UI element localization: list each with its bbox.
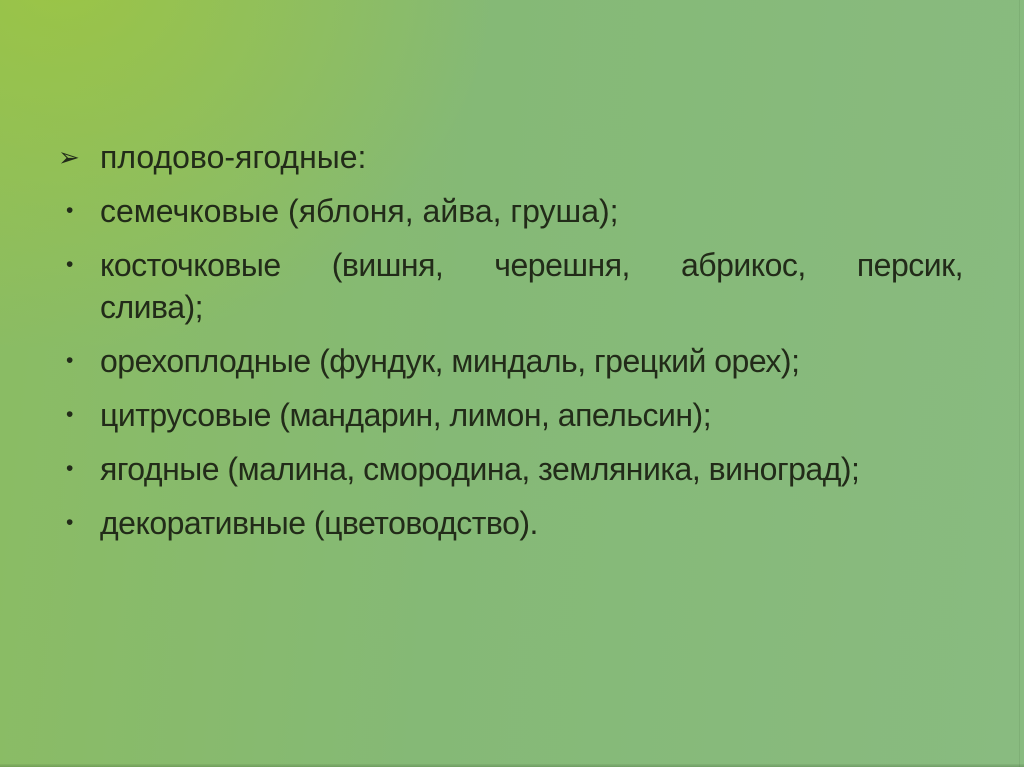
dot-bullet-icon: • [66,457,74,480]
list-item-text: ягодные (малина, смородина, земляника, виноград); [100,451,860,487]
list-item [66,244,963,328]
list-item-text: слива); [100,289,204,325]
list-item-text: орехоплодные (фундук, миндаль, грецкий орех); [100,343,800,379]
list-item [66,190,963,232]
list-item-text: цитрусовые (мандарин, лимон, апельсин); [100,397,712,433]
slide-right-edge-line [1019,0,1020,767]
list-item [66,340,963,382]
list-item-text: семечковые (яблоня, айва, груша); [100,193,619,229]
list-item-text: декоративные (цветоводство). [100,505,538,541]
dot-bullet-icon: • [66,511,74,534]
list-item-text: косточковые (вишня, черешня, абрикос, персик, [100,247,963,283]
list-item [66,448,963,490]
list-item [66,394,963,436]
dot-bullet-icon: • [66,403,74,426]
dot-bullet-icon: • [66,199,74,222]
bullet-list [58,136,963,556]
dot-bullet-icon: • [66,349,74,372]
list-item-text: плодово-ягодные: [100,139,367,175]
list-item [58,136,963,178]
dot-bullet-icon: • [66,253,74,276]
arrow-bullet-icon: ➢ [58,142,80,172]
list-item [66,502,963,544]
